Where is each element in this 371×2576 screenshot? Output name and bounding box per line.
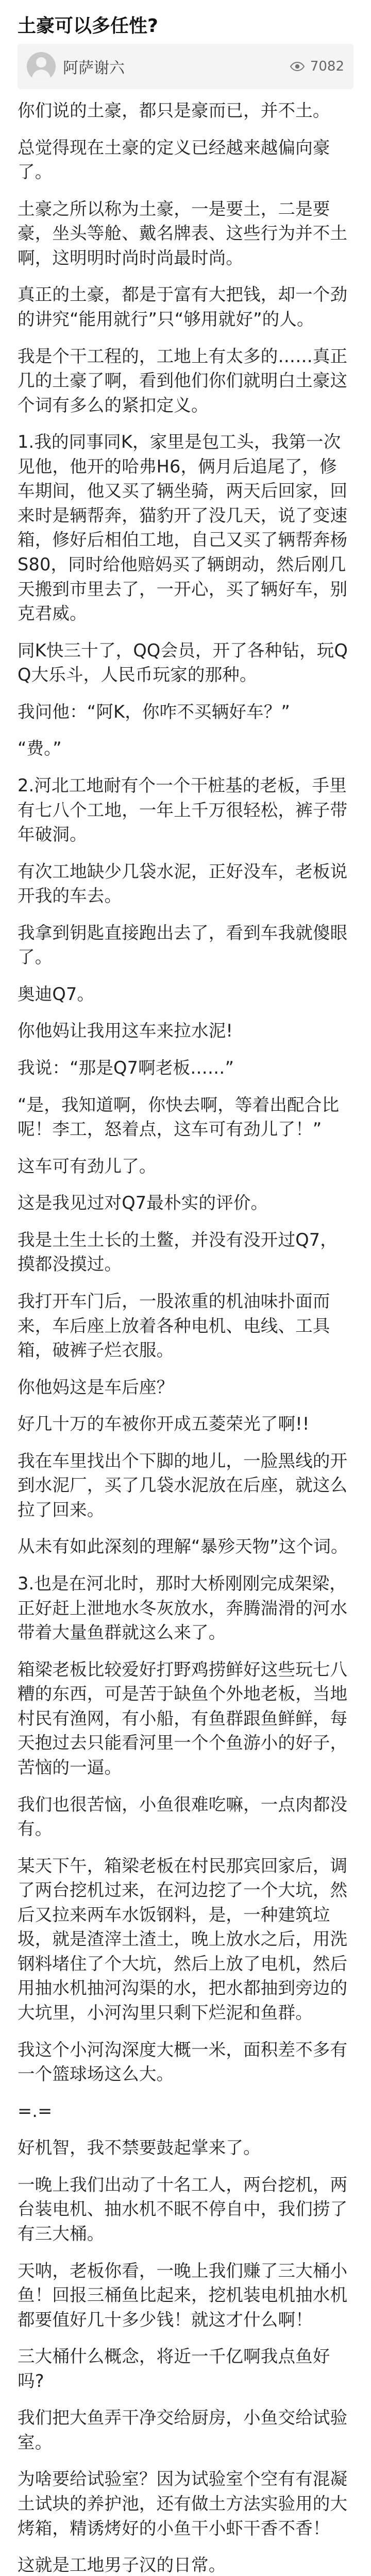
views-count: 7082 — [310, 59, 344, 74]
article-paragraph-21: 你他妈这是车后座？ — [18, 1377, 174, 1397]
page-header — [0, 0, 371, 44]
views-metric — [290, 59, 344, 74]
article-paragraph-2: 总觉得现在土豪的定义已经越来越偏向豪了。 — [18, 137, 330, 182]
article-paragraph-28: 某天下午，箱梁老板在村民那宾回家后，调了两台挖机过来，在河边挖了一个大坑，然后又拉来两车水饭钢料，是，一种建筑垃圾，就是渣滓土渣土，晚上放水之后，用洗钢料堵住了个大坑，然后上放了电机，然后用抽水机抽河沟渠的水，把水都抽到旁边的大坑里，小河沟里只剩下烂泥和鱼群。 — [18, 1855, 348, 2023]
article-paragraph-7: 同K快三十了，QQ会员，开了各种钻，玩QQ大乐斗，人民币玩家的那种。 — [18, 640, 348, 685]
question-title: 土豪可以多任性? — [18, 15, 158, 37]
article-paragraph-25: 3.也是在河北时，那时大桥刚刚完成架梁，正好赶上泄地水冬灰放水，奔腾湍滑的河水带着大量鱼群就这么来了。 — [18, 1573, 348, 1643]
article-paragraph-15: 我说：“那是Q7啊老板……” — [18, 1058, 234, 1078]
eye-icon — [290, 61, 305, 72]
article-paragraph-13: 奥迪Q7。 — [18, 984, 95, 1004]
article-paragraph-35: 我们把大鱼弄干净交给厨房，小鱼交给试验室。 — [18, 2408, 348, 2452]
avatar[interactable] — [27, 52, 56, 81]
article-body — [0, 98, 371, 2576]
article-paragraph-24: 从未有如此深刻的理解“暴殄天物”这个词。 — [18, 1536, 348, 1557]
article-paragraph-20: 我打开车门后，一股浓重的机油味扑面而来，车后座上放着各种电机、电线、工具箱，破裤子烂衣服。 — [18, 1291, 330, 1361]
article-paragraph-8: 我问他：“阿K，你咋不买辆好车？” — [18, 701, 291, 722]
article-paragraph-1: 你们说的土豪，都只是豪而已，并不土。 — [18, 100, 330, 121]
article-paragraph-19: 我是土生土长的土鳖，并没有没开过Q7，摸都没摸过。 — [18, 1229, 338, 1275]
article-paragraph-12: 我拿到钥匙直接跑出去了，看到车我就傻眼了。 — [18, 922, 348, 968]
article-paragraph-31: 好机智，我不禁要鼓起掌来了。 — [18, 2138, 261, 2158]
article-paragraph-4: 真正的土豪，都是于富有大把钱，却一个劲的讲究“能用就行”只“够用就好”的人。 — [18, 284, 348, 329]
article-paragraph-5: 我是个干工程的，工地上有太多的……真正几的土豪了啊，看到他们你们就明白土豪这个词有多么的紧扣定义。 — [18, 346, 348, 415]
article-paragraph-29: 我这个小河沟深度大概一米，面积差不多有一个篮球场这么大。 — [18, 2039, 348, 2084]
article-paragraph-17: 这车可有劲儿了。 — [18, 1156, 157, 1176]
author-name[interactable]: 阿萨谢六 — [63, 59, 125, 77]
article-paragraph-14: 你他妈让我用这车来拉水泥! — [18, 1021, 233, 1041]
article-paragraph-27: 我们也很苦恼，小鱼很难吃嘛，一点肉都没有。 — [18, 1794, 348, 1839]
article-paragraph-11: 有次工地缺少几袋水泥，正好没车，老板说开我的车去。 — [18, 861, 348, 906]
article-paragraph-10: 2.河北工地耐有个一个干桩基的老板，手里有七八个工地，一年上千万很轻松，裤子带年破洞。 — [18, 775, 348, 845]
article-paragraph-6: 1.我的同事同K，家里是包工头，我第一次见他，他开的哈弗H6，俩月后追尾了，修车期间，他又买了辆坐骑，两天后回家，回来时是辆帮奔，猫豹开了没几天，说了变速箱，修好后相伯工地，自己又买了辆帮奔杨S80，同时给他赔妈买了辆朗动，然后刚几天搬到市里去了，一开心，买了辆好车，别克君威。 — [18, 432, 348, 624]
article-paragraph-32: 一晚上我们出动了十名工人，两台挖机，两台装电机、抽水机不眠不停自中，我们捞了有三大桶。 — [18, 2174, 348, 2244]
article-paragraph-16: “是，我知道啊，你快去啊，等着出配合比呢！李工，怒着点，这车可有劲儿了！” — [18, 1094, 340, 1140]
article-paragraph-22: 好几十万的车被你开成五菱荣光了啊!! — [18, 1414, 310, 1434]
article-paragraph-33: 天呐，老板你看，一晚上我们赚了三大桶小鱼！回报三桶鱼比起来，挖机装电机抽水机都要值好几十多少钱！就这才什么啊！ — [18, 2260, 348, 2330]
article-paragraph-34: 三大桶什么概念，将近一千亿啊我点鱼好吗? — [18, 2346, 330, 2391]
article-paragraph-9: “费。” — [18, 738, 62, 759]
author-bar — [18, 44, 353, 89]
article-paragraph-23: 我在车里找出个下脚的地儿，一脸黑线的开到水泥厂，买了几袋水泥放在后座，就这么拉了回来。 — [18, 1450, 348, 1520]
article-paragraph-36: 为啥要给试验室？因为试验室个空有有混凝土试块的养护池，还有做土方法实验用的大烤箱，精诱烤好的小鱼干小虾干香不香！ — [18, 2469, 348, 2538]
article-paragraph-3: 土豪之所以称为土豪，一是要土，二是要豪，坐头等舱、戴名牌表、这些行为并不土啊，这明明时尚时尚最时尚。 — [18, 198, 348, 268]
article-paragraph-37: 这就是工地男子汉的日常。 — [18, 2555, 226, 2575]
article-paragraph-30: =.= — [18, 2100, 53, 2121]
article-paragraph-18: 这是我见过对Q7最朴实的评价。 — [18, 1193, 268, 1213]
article-paragraph-26: 箱梁老板比较爱好打野鸡捞鲜好这些玩七八糟的东西，可是苦于缺鱼个外地老板，当地村民有渔网，有小船，有鱼群跟鱼鲜鲜，每天抱过去只能看河里一个个鱼游小的好子，苦恼的一逼。 — [18, 1659, 348, 1777]
